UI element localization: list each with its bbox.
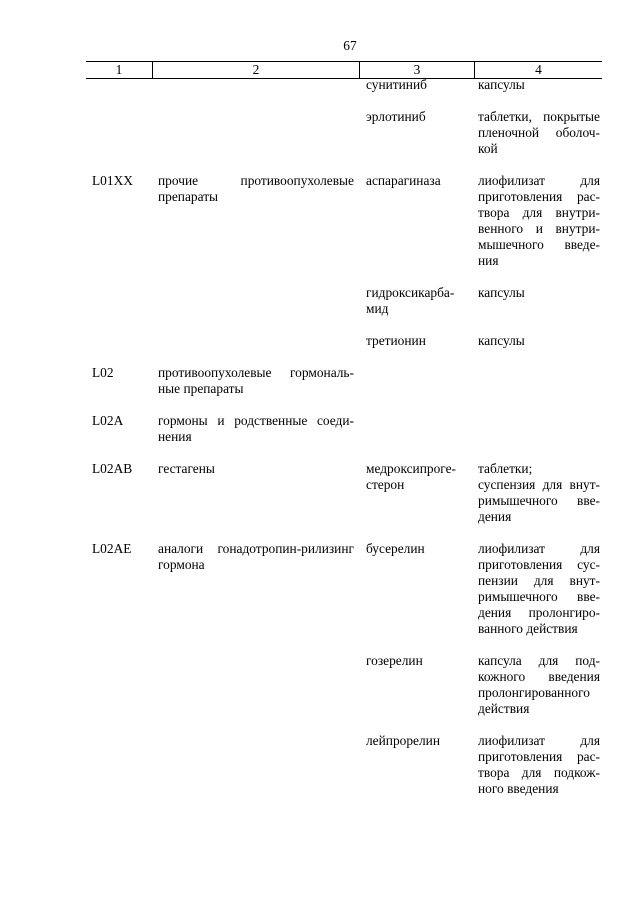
- cell-line: капсулы: [478, 333, 525, 348]
- cell-form: [478, 285, 600, 301]
- cell-group: [158, 413, 354, 445]
- cell-line: венного и внутри-: [478, 221, 600, 236]
- header-col-1: 1: [115, 62, 123, 77]
- cell-form: [478, 109, 600, 157]
- table-row: [86, 541, 602, 653]
- cell-form: [478, 77, 600, 93]
- cell-line: стерон: [366, 477, 405, 492]
- cell-substance: [366, 733, 466, 749]
- cell-substance: [366, 541, 466, 557]
- cell-line: римышечного вве-: [478, 493, 600, 508]
- cell-line: таблетки;: [478, 461, 533, 476]
- cell-line: лиофилизат для: [478, 541, 600, 556]
- cell-line: приготовления рас-: [478, 749, 600, 764]
- cell-line: твора для подкож-: [478, 765, 600, 780]
- cell-line: лейпрорелин: [366, 733, 441, 748]
- table-row: [86, 109, 602, 173]
- table-row: [86, 733, 602, 813]
- cell-line: аналоги гонадотропин-рилизинг: [158, 541, 354, 556]
- cell-line: гидроксикарба-: [366, 285, 455, 300]
- cell-line: ванного действия: [478, 621, 578, 636]
- cell-line: противоопухолевые гормональ-: [158, 365, 354, 380]
- cell-line: пензии для внут-: [478, 573, 600, 588]
- cell-line: гормоны и родственные соеди-: [158, 413, 354, 428]
- cell-group: [158, 173, 354, 205]
- cell-line: капсулы: [478, 77, 525, 92]
- cell-line: таблетки, покрытые: [478, 109, 600, 124]
- cell-line: приготовления рас-: [478, 189, 600, 204]
- table-body: [86, 77, 602, 813]
- table-row: [86, 653, 602, 733]
- cell-line: римышечного вве-: [478, 589, 600, 604]
- cell-line: гозерелин: [366, 653, 423, 668]
- cell-line: эрлотиниб: [366, 109, 426, 124]
- table-row: [86, 413, 602, 461]
- cell-line: дения пролонгиро-: [478, 605, 600, 620]
- cell-code: L02AE: [92, 541, 132, 556]
- cell-line: аспарагиназа: [366, 173, 441, 188]
- cell-form: [478, 733, 600, 797]
- cell-line: препараты: [158, 189, 219, 204]
- cell-line: ного введения: [478, 781, 559, 796]
- cell-line: бусерелин: [366, 541, 425, 556]
- cell-line: ния: [478, 253, 499, 268]
- cell-line: дения: [478, 509, 512, 524]
- cell-substance: [366, 109, 466, 125]
- cell-line: пленочной оболоч-: [478, 125, 600, 140]
- cell-group: [158, 365, 354, 397]
- cell-substance: [366, 333, 466, 349]
- cell-line: третионин: [366, 333, 426, 348]
- cell-line: капсулы: [478, 285, 525, 300]
- table-row: [86, 77, 602, 109]
- cell-line: медроксипроге-: [366, 461, 457, 476]
- table-row: [86, 365, 602, 413]
- cell-group: [158, 461, 354, 477]
- header-col-2: 2: [252, 62, 260, 77]
- cell-line: мышечного введе-: [478, 237, 600, 252]
- cell-code: L01XX: [92, 173, 133, 188]
- cell-form: [478, 653, 600, 717]
- cell-code: L02: [92, 365, 114, 380]
- header-col-3: 3: [413, 62, 421, 77]
- cell-line: сунитиниб: [366, 77, 427, 92]
- table-row: [86, 333, 602, 365]
- cell-line: ные препараты: [158, 381, 244, 396]
- table-row: [86, 285, 602, 333]
- cell-substance: [366, 653, 466, 669]
- cell-line: действия: [478, 701, 530, 716]
- cell-form: [478, 173, 600, 269]
- cell-code: L02A: [92, 413, 124, 428]
- table-row: [86, 173, 602, 285]
- cell-line: кожного введения: [478, 669, 600, 684]
- cell-form: [478, 541, 600, 637]
- cell-line: нения: [158, 429, 192, 444]
- cell-line: кой: [478, 141, 498, 156]
- cell-substance: [366, 173, 466, 189]
- cell-line: лиофилизат для: [478, 173, 600, 188]
- cell-substance: [366, 285, 466, 317]
- cell-line: приготовления сус-: [478, 557, 600, 572]
- cell-line: лиофилизат для: [478, 733, 600, 748]
- cell-group: [158, 541, 354, 573]
- cell-substance: [366, 461, 466, 493]
- cell-substance: [366, 77, 466, 93]
- cell-line: гестагены: [158, 461, 215, 476]
- cell-line: прочие противоопухолевые: [158, 173, 354, 188]
- cell-line: мид: [366, 301, 389, 316]
- cell-form: [478, 461, 600, 525]
- cell-code: L02AB: [92, 461, 133, 476]
- cell-form: [478, 333, 600, 349]
- cell-line: гормона: [158, 557, 205, 572]
- cell-line: пролонгированного: [478, 685, 590, 700]
- table-row: [86, 461, 602, 541]
- page-number: 67: [343, 38, 357, 53]
- header-col-4: 4: [535, 62, 542, 77]
- cell-line: твора для внутри-: [478, 205, 600, 220]
- cell-line: суспензия для внут-: [478, 477, 600, 492]
- cell-line: капсула для под-: [478, 653, 600, 668]
